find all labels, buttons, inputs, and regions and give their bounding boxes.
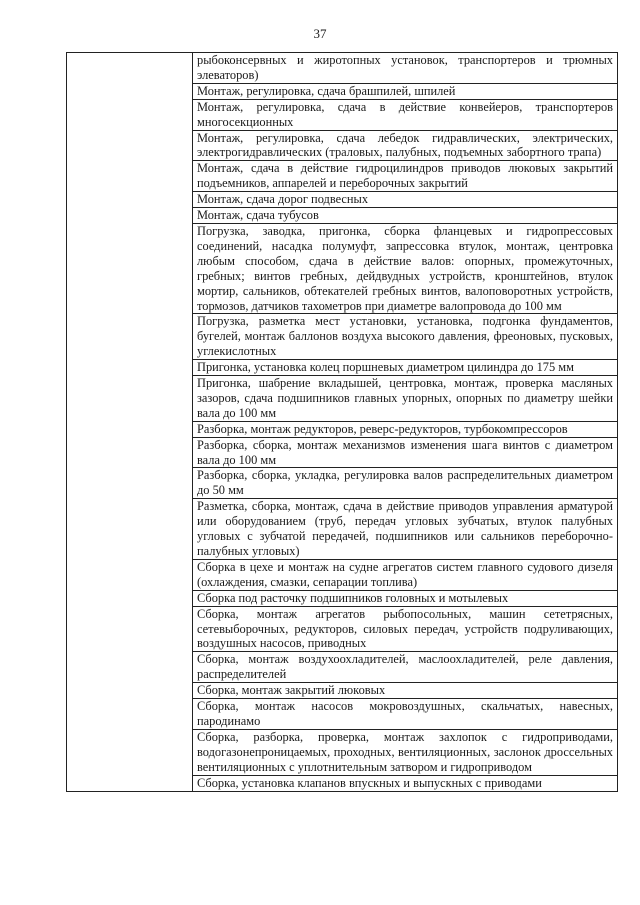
- operation-cell: Сборка под расточку подшипников головных и мотылевых: [193, 590, 618, 606]
- operation-cell: Монтаж, сдача в действие гидроцилиндров приводов люковых закрытий подъемников, аппарелей и переборочных закрытий: [193, 161, 618, 192]
- page-number: 37: [313, 26, 327, 41]
- operation-cell: Сборка, монтаж агрегатов рыбопосольных, машин сететрясных, сетевыборочных, редукторов, силовых передач, устройств подруливающих, воздушных насосов, приводных: [193, 606, 618, 652]
- operation-cell: Пригонка, шабрение вкладышей, центровка, монтаж, проверка масляных зазоров, сдача подшипников главных упорных, опорных по диаметру шейки вала до 100 мм: [193, 376, 618, 422]
- operation-cell: Монтаж, регулировка, сдача в действие конвейеров, транспортеров многосекционных: [193, 99, 618, 130]
- operation-cell: Монтаж, регулировка, сдача брашпилей, шпилей: [193, 83, 618, 99]
- operation-cell: Разборка, сборка, укладка, регулировка валов распределительных диаметром до 50 мм: [193, 468, 618, 499]
- table-row: [67, 53, 618, 84]
- qualification-cell: [67, 53, 193, 792]
- operation-cell: Пригонка, установка колец поршневых диаметром цилиндра до 175 мм: [193, 360, 618, 376]
- operations-table: [66, 52, 618, 792]
- operation-cell: Сборка, монтаж воздухоохладителей, маслоохладителей, реле давления, распределителей: [193, 652, 618, 683]
- operation-cell: Сборка, разборка, проверка, монтаж захлопок с гидроприводами, водогазонепроницаемых, проходных, вентиляционных, заслонок дроссельных вентиляционных с уплотнительным затвором и гидроприводом: [193, 729, 618, 775]
- operation-cell: Разборка, монтаж редукторов, реверс-редукторов, турбокомпрессоров: [193, 421, 618, 437]
- operation-cell: Разборка, сборка, монтаж механизмов изменения шага винтов с диаметром вала до 100 мм: [193, 437, 618, 468]
- operation-cell: Сборка, монтаж закрытий люковых: [193, 683, 618, 699]
- operation-cell: Погрузка, заводка, пригонка, сборка фланцевых и гидропрессовых соединений, насадка полумуфт, запрессовка втулок, монтаж, центровка любым способом, сдача в действие валов: опорных, промежуточных, гребных; винтов гребных, дейдвудных устройств, кронштейнов, втулок мортир, сальников, обтекателей гребных винтов, валоповоротных устройств, тормозов, датчиков тахометров при диаметре валопровода до 100 мм: [193, 223, 618, 313]
- operation-cell: Сборка, установка клапанов впускных и выпускных с приводами: [193, 775, 618, 791]
- operation-cell: Сборка, монтаж насосов мокровоздушных, скальчатых, навесных, пародинамо: [193, 699, 618, 730]
- operation-cell: Разметка, сборка, монтаж, сдача в действие приводов управления арматурой или оборудованием (труб, передач угловых зубчатых, втулок палубных угловых с зубчатой передачей, подшипников или сальников переборочно-палубных угловых): [193, 499, 618, 560]
- operation-cell: Монтаж, сдача дорог подвесных: [193, 192, 618, 208]
- operation-cell: Погрузка, разметка мест установки, установка, подгонка фундаментов, бугелей, монтаж баллонов воздуха высокого давления, фреоновых, пусковых, углекислотных: [193, 314, 618, 360]
- operation-cell: Монтаж, сдача тубусов: [193, 208, 618, 224]
- operation-cell: Сборка в цехе и монтаж на судне агрегатов систем главного судового дизеля (охлаждения, смазки, сепарации топлива): [193, 559, 618, 590]
- operation-cell: Монтаж, регулировка, сдача лебедок гидравлических, электрических, электрогидравлических (траловых, палубных, подъемных забортного трапа): [193, 130, 618, 161]
- operation-cell: рыбоконсервных и жиротопных установок, транспортеров и трюмных элеваторов): [193, 53, 618, 84]
